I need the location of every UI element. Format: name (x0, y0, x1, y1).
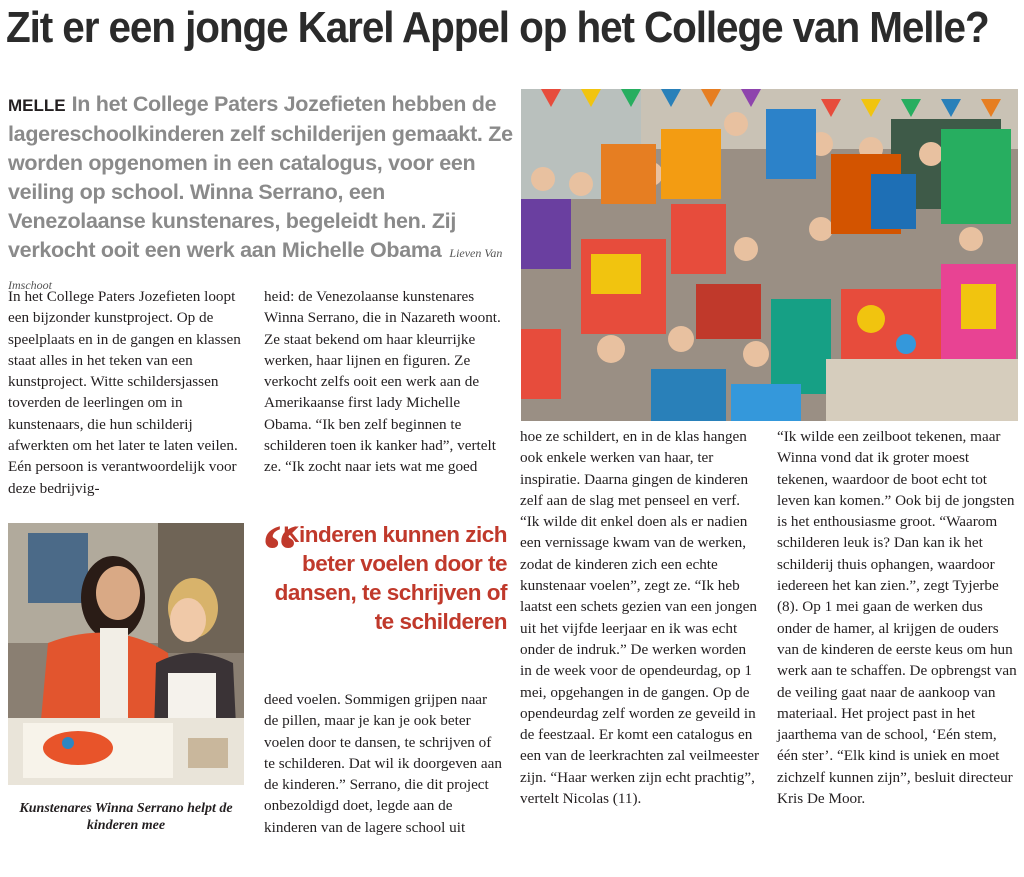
lead-paragraph (8, 90, 513, 300)
column-3-text: hoe ze schildert, en in de klas hangen ook enkele werken van haar, ter inspiratie. Daarna gingen de kinderen zelf aan de slag met penseel en verf. “Ik wilde dit enkel doen als er nadien een vernissage kwam van de werken, zodat de kinderen zich een echte kunstenaar voelen”, zegt ze. “Ik heb laatst een schets gezien van een jongen uit het vijfde leerjaar en ik was echt onder de indruk.” De werken worden in de week voor de opendeurdag, op 1 mei, opgehangen in de gangen. Op de opendeurdag zelf worden ze geveild in de feestzaal. Er komt een catalogus en een van de leerkrachten zal veilmeester zijn. “Haar werken zijn echt prachtig”, vertelt Nicolas (11). (520, 428, 760, 808)
column-2-text-bottom: deed voelen. Sommigen grijpen naar de pillen, maar je kan je ook beter voelen door te dansen, te schrijven of te schilderen. Dat wil ik doorgeven aan de kinderen.” Serrano, die dit project onbezoldigd doet, legde aan de kinderen van de lagere school uit (264, 691, 503, 836)
column-1-text: In het College Paters Jozefieten loopt een bijzonder kunstproject. Op de speelplaats en in de gangen en klassen staat alles in het teken van een kunstproject. Witte schildersjassen toverden de leerlingen om in kunstenaars, die hun schilderij afwerkten om het later te laten veilen. Eén persoon is verantwoordelijk voor deze bedrijvig- (8, 288, 241, 497)
column-4-text: “Ik wilde een zeilboot tekenen, maar Winna vond dat ik groter moest tekenen, waardoor de boot echt tot leven kan komen.” Ook bij de jongsten is het enthousiasme groot. “Waarom schilderen leuk is? Dan kan ik het schilderij thuis ophangen, waardoor iedereen het kan zien.”, zegt Tyjerbe (8). Op 1 mei gaan de werken dus onder de hamer, al krijgen de ouders van de kinderen de eerste keus om hun werk aan te schaffen. De opbrengst van de veiling gaat naar de aankoop van materiaal. Het project past in het jaarthema van de school, ‘Eén stem, één ster’. “Elk kind is uniek en moet zichzelf kunnen zijn”, besluit directeur Kris De Moor. (777, 428, 1017, 808)
photo-caption: Kunstenares Winna Serrano helpt de kinderen mee (19, 801, 233, 833)
byline: Lieven Van Imschoot (8, 246, 503, 292)
quote-mark: “ (262, 510, 298, 590)
artist-photo (8, 523, 244, 785)
headline: Zit er een jonge Karel Appel op het College van Melle? (6, 3, 989, 52)
pull-quote: Kinderen kunnen zich beter voelen door te dansen, te schrijven of te schilderen (274, 522, 507, 634)
classroom-photo (521, 89, 1018, 421)
dateline: MELLE (8, 96, 66, 115)
column-2-text-top: heid: de Venezolaanse kunstenares Winna Serrano, die in Nazareth woont. Ze staat bekend om haar kleurrijke werken, haar lijnen en figuren. Ze verkocht zelfs ooit een werk aan de Amerikaanse first lady Michelle Obama. “Ik ben zelf beginnen te schilderen toen ik kanker had”, vertelt ze. “Ik zocht naar iets wat me goed (264, 288, 501, 476)
lead-text: In het College Paters Jozefieten hebben de lagereschoolkinderen zelf schilderijen gemaakt. Ze worden opgenomen in een catalogus, voor een veiling op school. Winna Serrano, een Venezolaanse kunstenares, begeleidt hen. Zij verkocht ooit een werk aan Michelle Obama (8, 92, 513, 262)
